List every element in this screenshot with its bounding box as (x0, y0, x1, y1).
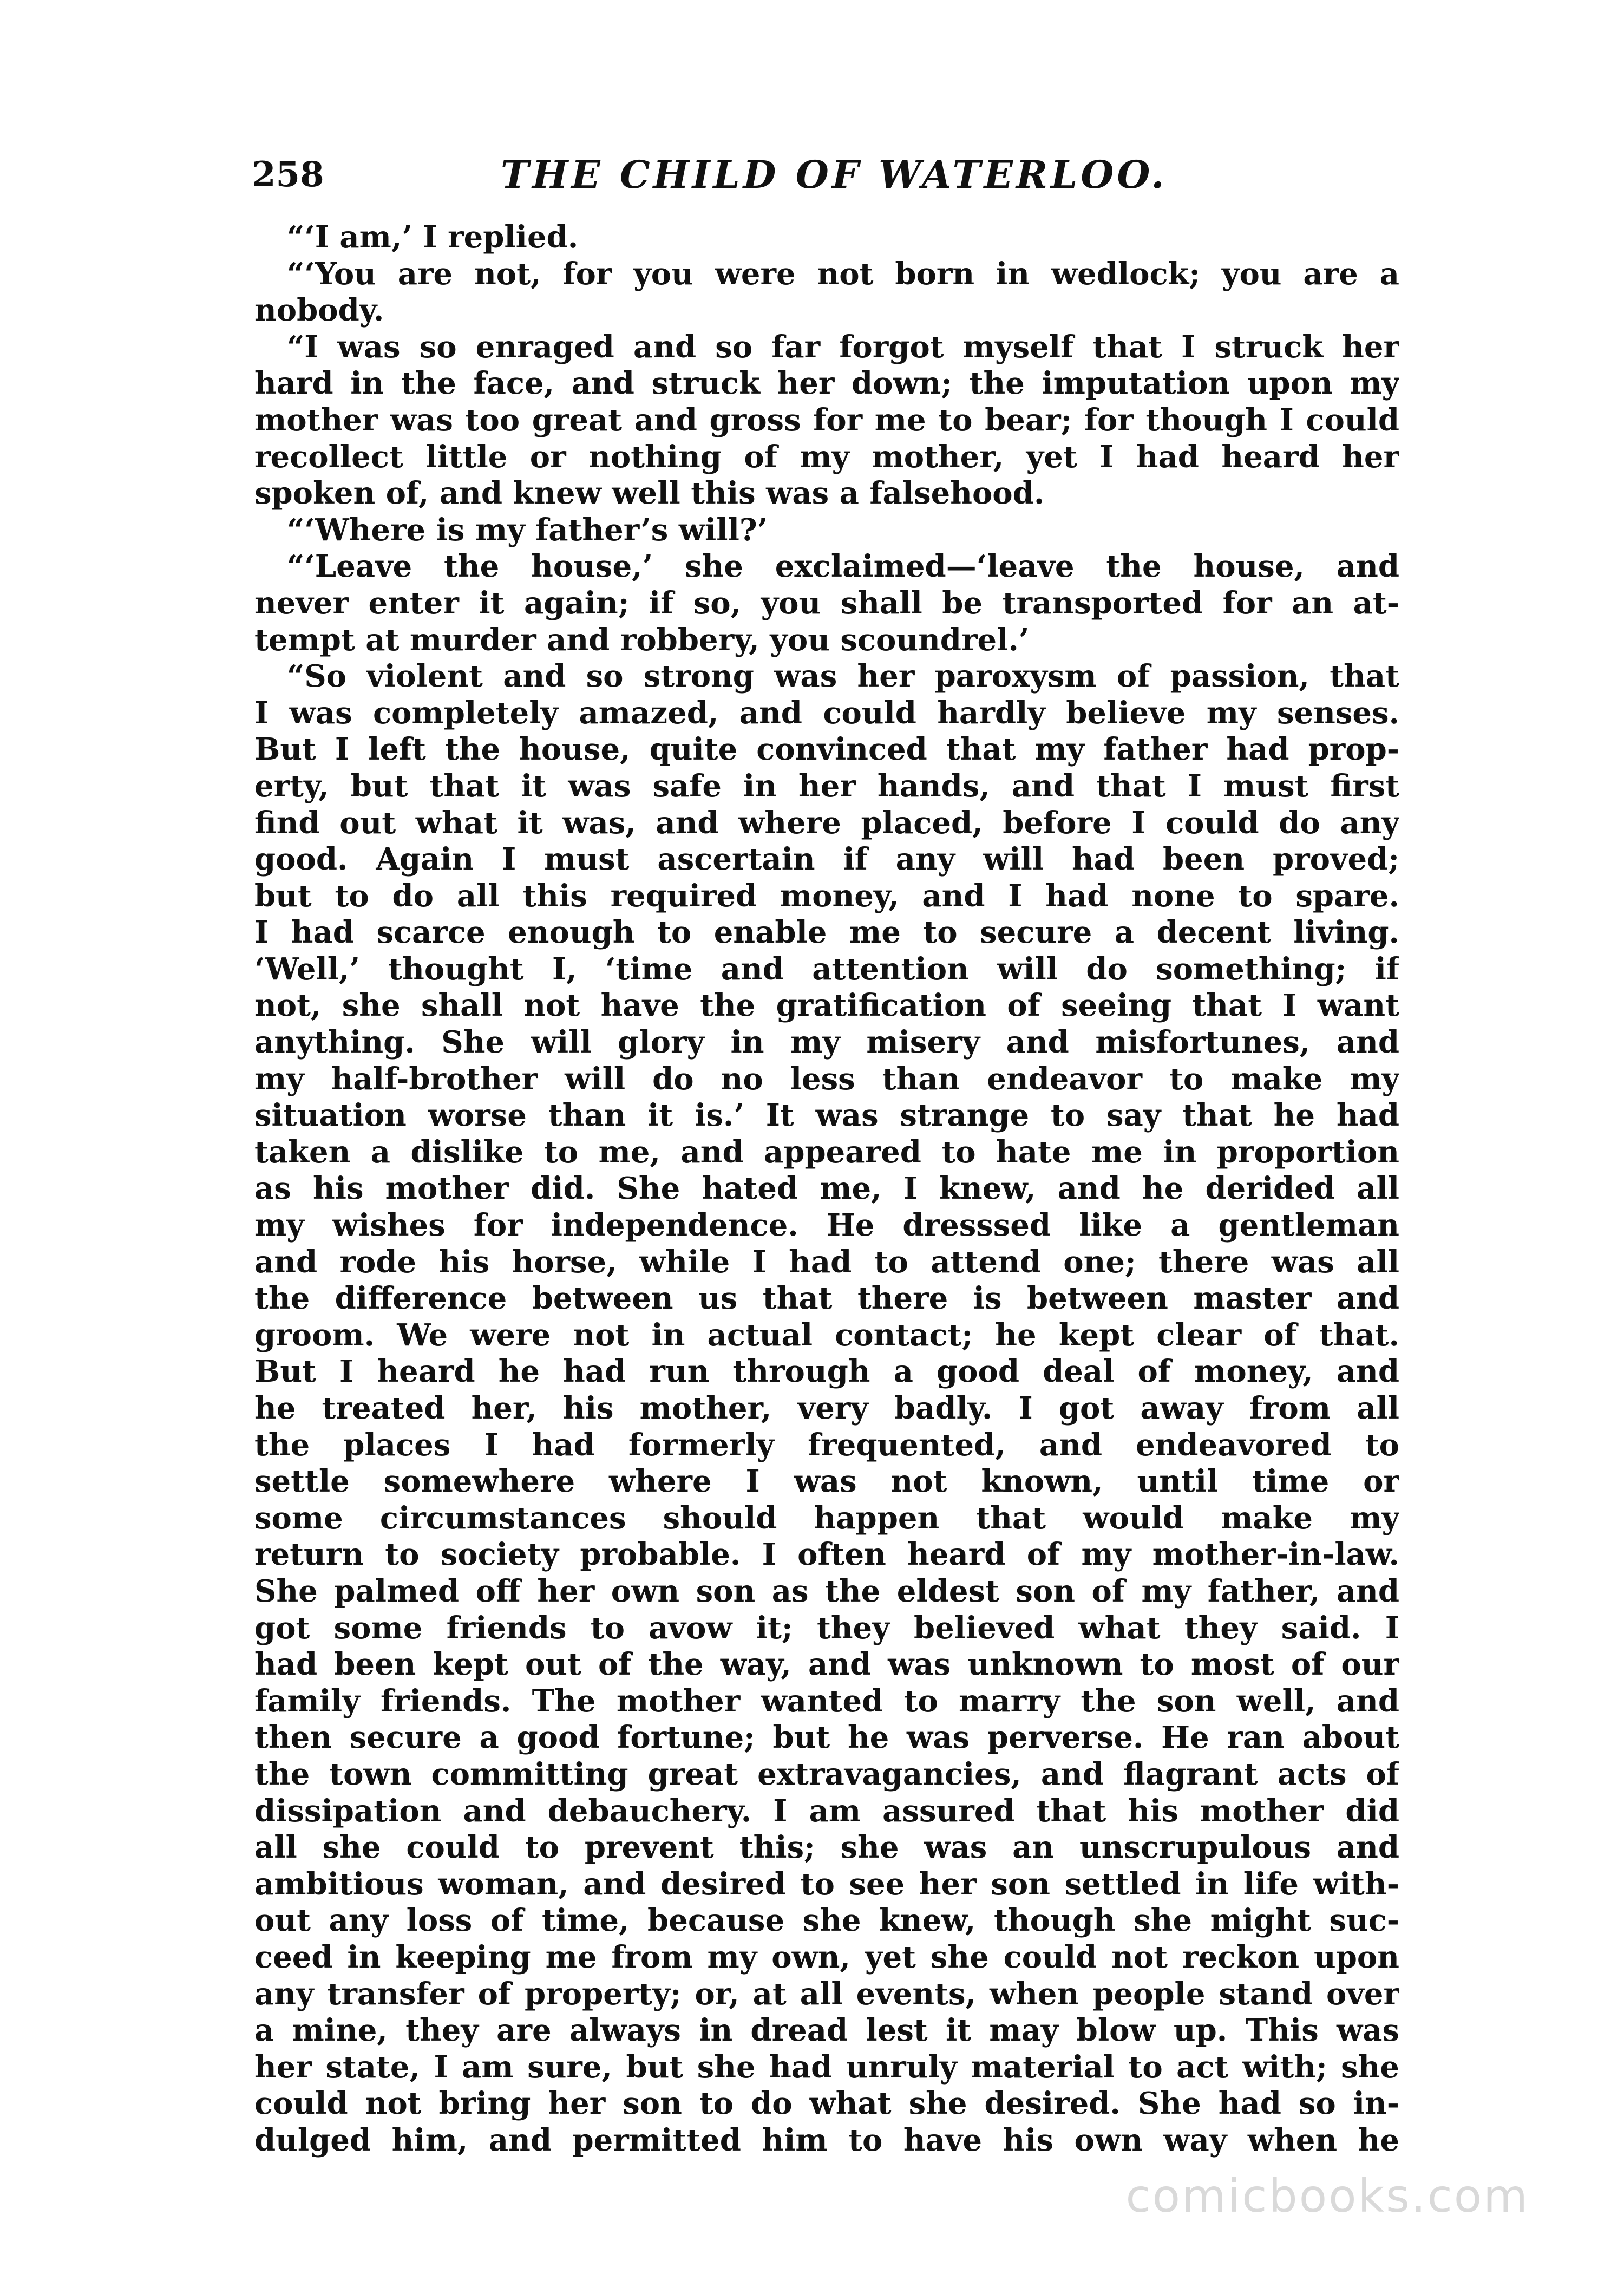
text-line: “‘You are not, for you were not born in wedlock; you are a (287, 256, 1399, 292)
text-line: “‘I am,’ I replied. (287, 219, 579, 255)
running-title: THE CHILD OF WATERLOO. (501, 152, 1168, 197)
text-line: ‘Well,’ thought I, ‘time and attention will do something; if (254, 951, 1399, 987)
page-header (252, 145, 1389, 205)
text-line: dissipation and debauchery. I am assured that his mother did (254, 1793, 1399, 1829)
text-line: out any loss of time, because she knew, though she might suc- (254, 1903, 1399, 1939)
text-line: “I was so enraged and so far forgot myself that I struck her (287, 329, 1399, 365)
text-line: tempt at murder and robbery, you scoundrel.’ (254, 622, 1030, 658)
text-line: had been kept out of the way, and was unknown to most of our (254, 1646, 1399, 1683)
text-line: family friends. The mother wanted to marry the son well, and (254, 1683, 1399, 1719)
text-line: hard in the face, and struck her down; the imputation upon my (254, 365, 1399, 402)
text-line: all she could to prevent this; she was an unscrupulous and (254, 1829, 1399, 1866)
text-line: could not bring her son to do what she desired. She had so in- (254, 2086, 1399, 2122)
text-line: my half-brother will do no less than endeavor to make my (254, 1061, 1399, 1097)
text-line: got some friends to avow it; they believed what they said. I (254, 1610, 1399, 1646)
text-line: groom. We were not in actual contact; he kept clear of that. (254, 1317, 1399, 1353)
text-line: I had scarce enough to enable me to secure a decent living. (254, 914, 1399, 951)
text-line: a mine, they are always in dread lest it may blow up. This was (254, 2012, 1399, 2049)
text-line: She palmed off her own son as the eldest son of my father, and (254, 1573, 1399, 1609)
page-number: 258 (252, 154, 324, 195)
text-line: her state, I am sure, but she had unruly material to act with; she (254, 2049, 1399, 2085)
text-line: some circumstances should happen that would make my (254, 1500, 1399, 1536)
text-line: anything. She will glory in my misery and misfortunes, and (254, 1024, 1399, 1061)
text-line: not, she shall not have the gratification of seeing that I want (254, 988, 1399, 1024)
text-line: But I left the house, quite convinced that my father had prop- (254, 731, 1399, 768)
text-line: the difference between us that there is between master and (254, 1280, 1399, 1317)
text-line: erty, but that it was safe in her hands, and that I must first (254, 768, 1399, 804)
text-line: dulged him, and permitted him to have his own way when he (254, 2122, 1399, 2158)
text-line: But I heard he had run through a good deal of money, and (254, 1354, 1399, 1390)
text-line: ambitious woman, and desired to see her son settled in life with- (254, 1866, 1399, 1902)
text-line: spoken of, and knew well this was a falsehood. (254, 475, 1045, 512)
text-line: I was completely amazed, and could hardly believe my senses. (254, 695, 1399, 731)
text-line: nobody. (254, 292, 384, 329)
text-line: recollect little or nothing of my mother, yet I had heard her (254, 439, 1399, 475)
text-line: any transfer of property; or, at all events, when people stand over (254, 1976, 1399, 2012)
text-line: then secure a good fortune; but he was perverse. He ran about (254, 1720, 1399, 1756)
text-line: situation worse than it is.’ It was strange to say that he had (254, 1097, 1399, 1134)
text-line: ceed in keeping me from my own, yet she could not reckon upon (254, 1939, 1399, 1975)
text-line: good. Again I must ascertain if any will had been proved; (254, 841, 1399, 878)
text-line: the places I had formerly frequented, and endeavored to (254, 1427, 1399, 1463)
text-line: settle somewhere where I was not known, until time or (254, 1463, 1399, 1500)
text-line: “‘Where is my father’s will?’ (287, 512, 768, 548)
text-line: find out what it was, and where placed, before I could do any (254, 805, 1399, 841)
text-line: but to do all this required money, and I had none to spare. (254, 878, 1399, 914)
text-line: and rode his horse, while I had to attend one; there was all (254, 1244, 1399, 1280)
text-line: as his mother did. She hated me, I knew, and he derided all (254, 1171, 1399, 1207)
watermark: comicbooks.com (1125, 2170, 1529, 2223)
text-line: mother was too great and gross for me to bear; for though I could (254, 402, 1399, 438)
text-line: taken a dislike to me, and appeared to hate me in proportion (254, 1134, 1399, 1170)
text-line: my wishes for independence. He dresssed like a gentleman (254, 1207, 1399, 1244)
text-line: never enter it again; if so, you shall be transported for an at- (254, 585, 1399, 621)
text-line: he treated her, his mother, very badly. I got away from all (254, 1390, 1399, 1426)
text-line: the town committing great extravagancies, and flagrant acts of (254, 1756, 1399, 1792)
body-text (254, 219, 1399, 2159)
text-line: “So violent and so strong was her paroxysm of passion, that (287, 658, 1399, 695)
text-line: return to society probable. I often heard of my mother-in-law. (254, 1537, 1399, 1573)
text-line: “‘Leave the house,’ she exclaimed—‘leave the house, and (287, 548, 1399, 585)
